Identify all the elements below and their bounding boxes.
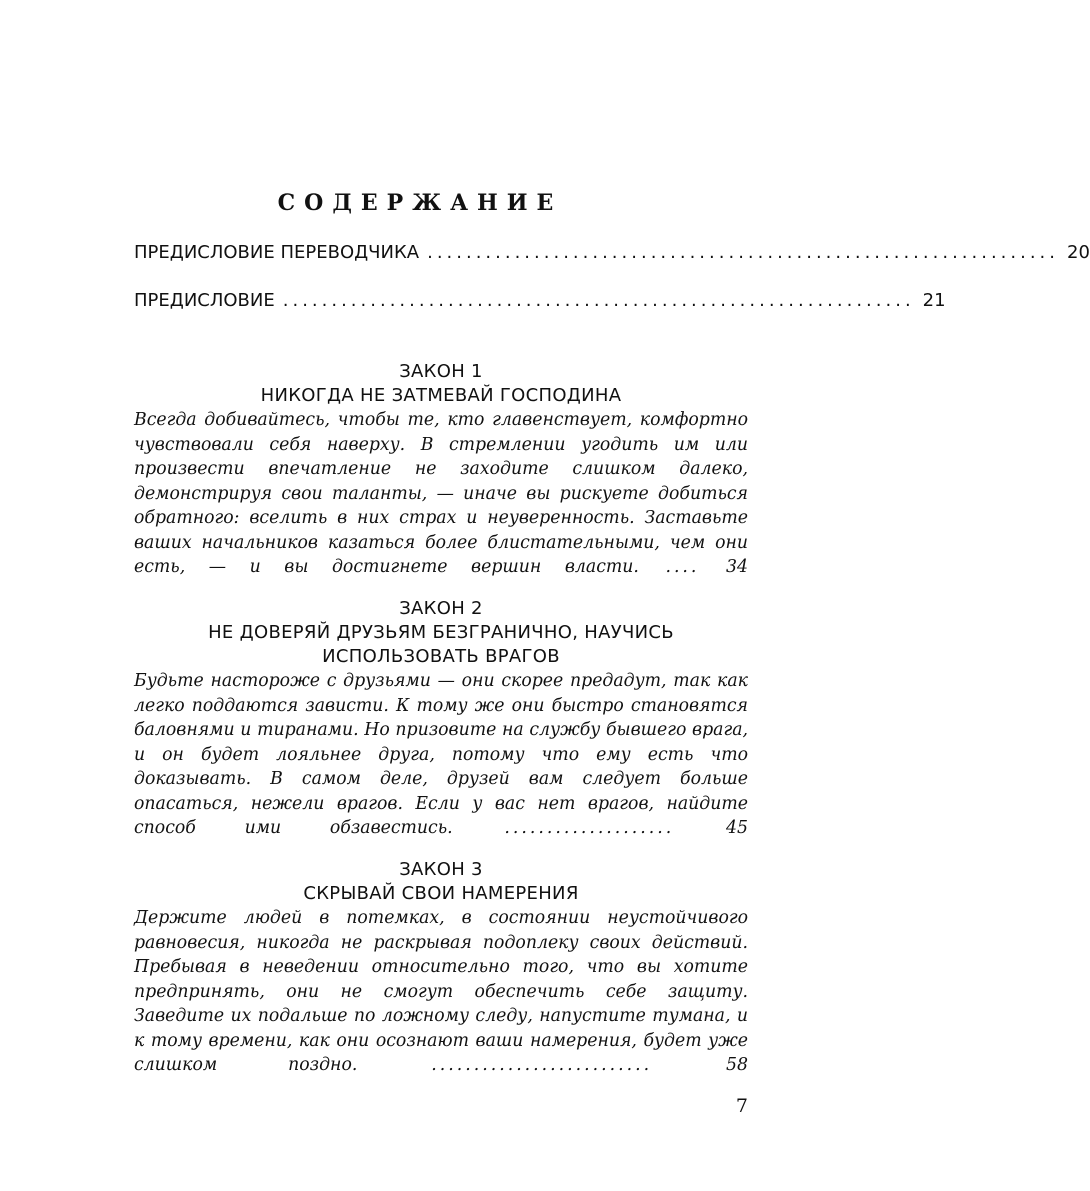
toc-entry-preface[interactable] [134, 288, 946, 314]
law-name-line-2: ИСПОЛЬЗОВАТЬ ВРАГОВ [322, 646, 560, 667]
law-page: 34 [725, 557, 748, 577]
toc-entry-translator-preface[interactable] [134, 240, 1090, 266]
law-description-text: Держите людей в потемках, в состоянии неустойчивого равновесия, никогда не раскрывая подоплеку своих действий. Пребывая в неведении относительно того, что вы хотите предпринять, они не смогут обеспечить себе защиту. Заведите их подальше по ложному следу, напустите тумана, и к тому времени, как они осознают ваши намерения, будет уже слишком поздно. [134, 908, 748, 1075]
toc-entry-label: ПРЕДИСЛОВИЕ ПЕРЕВОДЧИКА [134, 242, 420, 263]
law-description-text: Будьте настороже с друзьями — они скорее предадут, так как легко поддаются зависти. К тому же они быстро становятся баловнями и тиранами. Но призовите на службу бывшего врага, и он будет лояльнее друга, потому что ему есть что доказывать. В самом деле, друзей вам следует больше опасаться, нежели врагов. Если у вас нет врагов, найдите способ ими обзавестись. [134, 671, 748, 838]
law-number: ЗАКОН 1 [399, 361, 483, 382]
toc-law-3[interactable] [134, 858, 748, 1078]
law-name: НЕ ДОВЕРЯЙ ДРУЗЬЯМ БЕЗГРАНИЧНО, НАУЧИСЬ [208, 622, 674, 643]
dot-leader: ................................................................. [282, 290, 915, 311]
law-number: ЗАКОН 2 [399, 598, 483, 619]
dot-leader: ................................................................. [427, 242, 1060, 263]
law-description [134, 408, 748, 580]
dot-leader: .... [638, 557, 726, 577]
law-page: 58 [726, 1055, 748, 1075]
law-description-text: Всегда добивайтесь, чтобы те, кто главенствует, комфортно чувствовали себя наверху. В стремлении угодить им или произвести впечатление не заходите слишком далеко, демонстрируя свои таланты, — иначе вы рискуете добиться обратного: вселить в них страх и неуверенность. Заставьте ваших начальников казаться более блистательными, чем они есть, — и вы достигнете вершин власти. [134, 410, 748, 577]
law-description [134, 906, 748, 1078]
page-number: 7 [735, 1095, 748, 1117]
page-title: СОДЕРЖАНИЕ [277, 190, 563, 216]
dot-leader: .................... [452, 818, 726, 838]
toc-entry-label: ПРЕДИСЛОВИЕ [134, 290, 275, 311]
law-page: 45 [726, 818, 748, 838]
law-number: ЗАКОН 3 [399, 859, 483, 880]
law-name: СКРЫВАЙ СВОИ НАМЕРЕНИЯ [303, 883, 579, 904]
toc-entry-page: 20 [1067, 242, 1090, 263]
law-name: НИКОГДА НЕ ЗАТМЕВАЙ ГОСПОДИНА [260, 385, 622, 406]
dot-leader: .......................... [357, 1055, 726, 1075]
law-description [134, 669, 748, 841]
toc-law-2[interactable] [134, 597, 748, 841]
toc-entry-page: 21 [922, 290, 946, 311]
toc-law-1[interactable] [134, 360, 748, 580]
